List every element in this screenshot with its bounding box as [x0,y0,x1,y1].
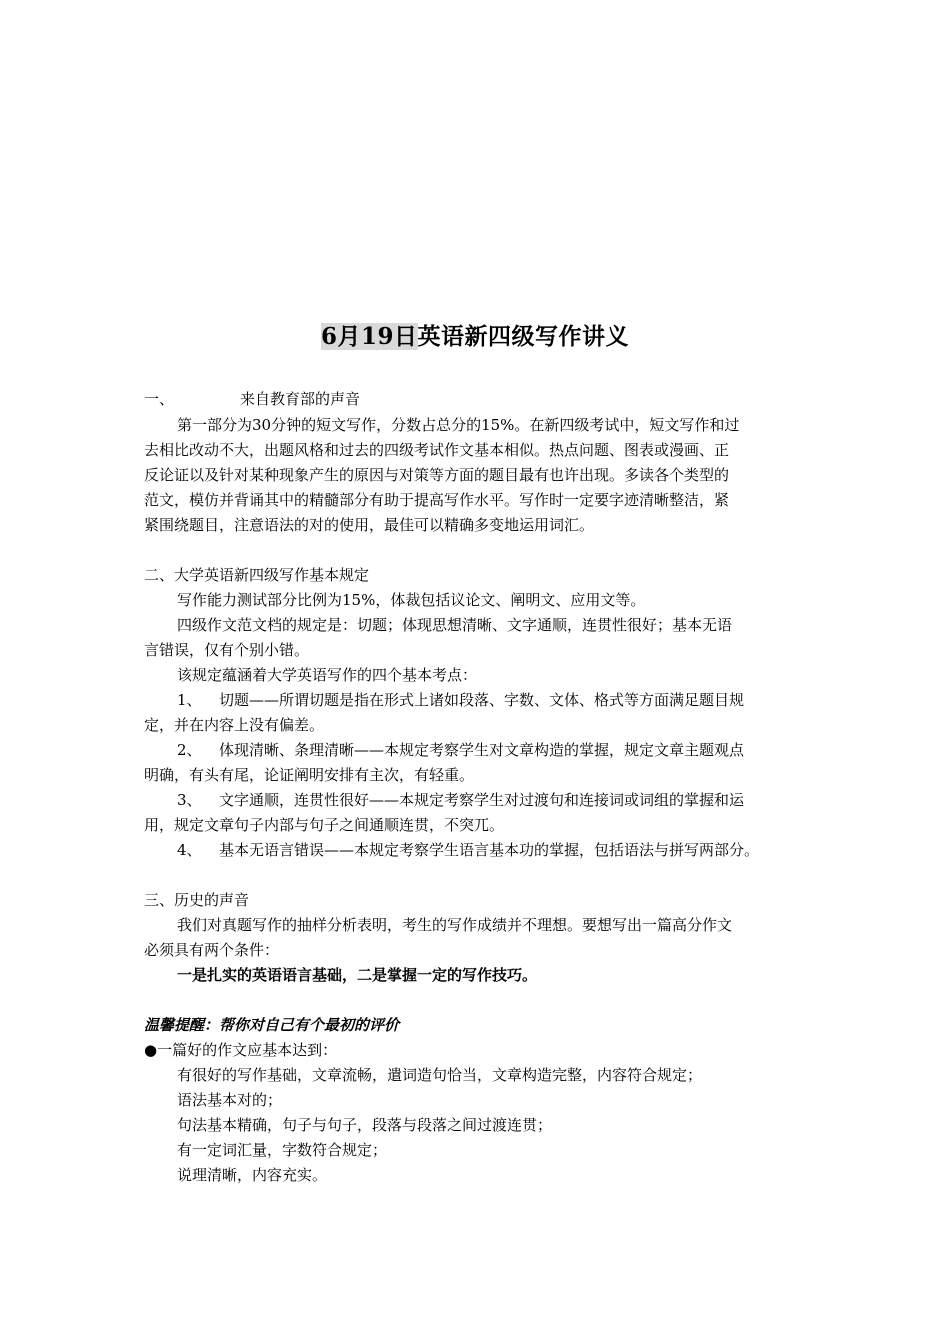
reminder-item: 语法基本对的； [177,1091,283,1109]
section3-para-line: 我们对真题写作的抽样分析表明，考生的写作成绩并不理想。要想写出一篇高分作文 [177,916,733,934]
title-date-highlight: 6月19日 [320,323,418,350]
list-item [177,688,744,713]
list-item [177,788,744,813]
section1-para-line: 反论证以及针对某种现象产生的原因与对策等方面的题目最有也许出现。多读各个类型的 [144,466,730,484]
reminder-item: 说理清晰，内容充实。 [177,1166,328,1184]
section1-para-line: 范文，模仿并背诵其中的精髓部分有助于提高写作水平。写作时一定要字迹清晰整洁，紧 [144,491,730,509]
section1-heading [144,387,360,412]
reminder-bullet: ●一篇好的作文应基本达到： [144,1041,338,1059]
section2-heading: 二、大学英语新四级写作基本规定 [144,566,370,584]
reminder-item: 句法基本精确，句子与句子，段落与段落之间过渡连贯； [177,1116,553,1134]
reminder-heading: 温馨提醒：帮你对自己有个最初的评价 [144,1016,400,1034]
section1-number: 一、 [144,390,175,408]
section2-para: 该规定蕴涵着大学英语写作的四个基本考点： [177,666,478,684]
list-item-number: 2、 [177,741,202,759]
section3-para-line: 必须具有两个条件： [144,941,280,959]
list-item-text: 文字通顺，连贯性很好——本规定考察学生对过渡句和连接词或词组的掌握和运 [219,791,745,809]
section2-para-line: 言错误，仅有个别小错。 [144,641,310,659]
list-item-text: 基本无语言错误——本规定考察学生语言基本功的掌握，包括语法与拼写两部分。 [219,841,760,859]
section3-heading: 三、历史的声音 [144,891,250,909]
list-item-number: 3、 [177,791,202,809]
title-text: 英语新四级写作讲义 [417,323,629,350]
list-item-continuation: 用，规定文章句子内部与句子之间通顺连贯，不突兀。 [144,816,505,834]
section2-para-line: 四级作文范文档的规定是：切题；体现思想清晰、文字通顺，连贯性很好；基本无语 [177,616,733,634]
section1-para-line: 去相比改动不大，出题风格和过去的四级考试作文基本相似。热点问题、图表或漫画、正 [144,441,730,459]
section3-bold-statement: 一是扎实的英语语言基础，二是掌握一定的写作技巧。 [177,966,538,984]
section1-para-line: 第一部分为30分钟的短文写作，分数占总分的15%。在新四级考试中，短文写作和过 [177,416,740,434]
reminder-item: 有一定词汇量，字数符合规定； [177,1141,388,1159]
list-item [177,838,759,863]
list-item-continuation: 明确，有头有尾，论证阐明安排有主次，有轻重。 [144,766,475,784]
page-title [0,318,950,351]
list-item-continuation: 定，并在内容上没有偏差。 [144,716,325,734]
list-item-text: 切题——所谓切题是指在形式上诸如段落、字数、文体、格式等方面满足题目规 [219,691,745,709]
section1-para-line: 紧围绕题目，注意语法的对的使用，最佳可以精确多变地运用词汇。 [144,516,595,534]
section1-title: 来自教育部的声音 [240,390,361,408]
list-item-number: 4、 [177,841,202,859]
list-item [177,738,744,763]
section2-para: 写作能力测试部分比例为15%，体裁包括议论文、阐明文、应用文等。 [177,591,646,609]
reminder-item: 有很好的写作基础，文章流畅，遣词造句恰当，文章构造完整，内容符合规定； [177,1066,703,1084]
list-item-number: 1、 [177,691,202,709]
list-item-text: 体现清晰、条理清晰——本规定考察学生对文章构造的掌握，规定文章主题观点 [219,741,745,759]
